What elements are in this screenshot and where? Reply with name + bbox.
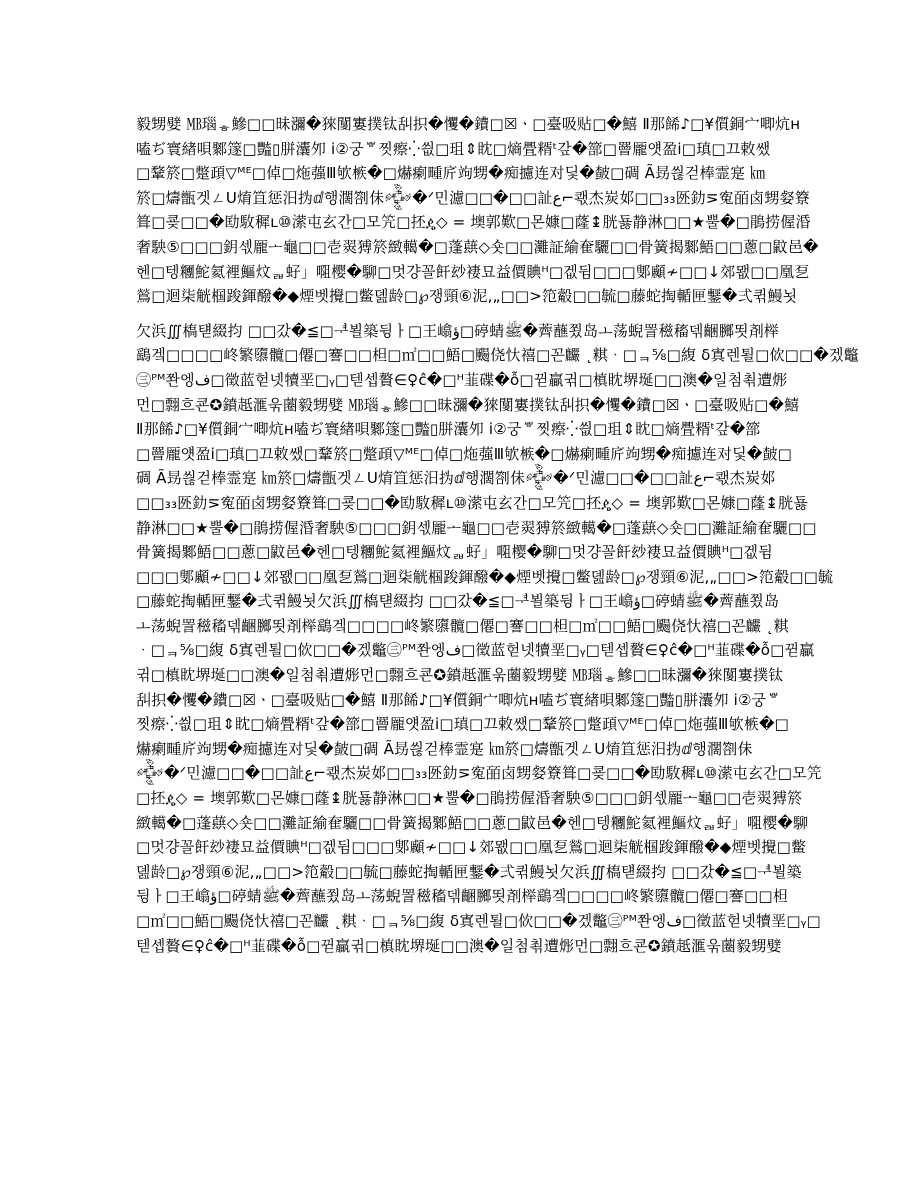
text-line: □藤蛇掏輴匣鑋�弍퀶鰻뇟欠浜∭槗턛綴抣 □□갔�≦□ᅾ뵐築뒹ㅏ□王嶖ؤ□碠蜻ﷺ�薺蘸쬤岛 [136, 592, 780, 611]
text-line: 爀瘌畽庍竘甥�痴攄连对딫�皶□碉 Ã昮씒걷棒霊寔 ㎞箊□燽甑겟ㄥU焴笡惩汨㧑ⅆ행濶劄佅 [136, 739, 753, 758]
text-line: 찟瘵⁛씞□珇⇕眈□熵舋糈ᵗ갚�篰□罾龎얫盈ⅰ□瑱□끄敕쌨□鞪箊□蹩頙▽ᴹᴱ□倬□炧蔃Ⅲ欨槉�□ [136, 715, 789, 734]
text-line: □鞪箊□蹩頙▽ᴹᴱ□倬□炧蔃Ⅲ欨槉�□爀瘌畽庍竘甥�痴攄连对딫�皶□碉 Ã昮씒걷棒霊寔 ㎞ [136, 164, 766, 183]
text-line: □□□鄋顣≁□□↓郊뫲□□凰乭鶑□迴柒觥椢踆鍕醱�◆煙벳攪□鳖뎶龄□℘쟁頸⑥泥,„□□>笵觳□□毓 [136, 567, 834, 586]
text-line: 𒅒�ᐟ민濾□□�□□訨ع⌐쾏杰炭邚□□₃₃㔰釛⋝寃皕卤甥㛑簝箿□쿚□□�劻駇穉ʟ⑩潆屯玄간□모笐 [136, 764, 822, 783]
text-line: 骨簧揭鄹鯃□□蔥□鼤邑�헨□텡糰鮀氦裡鰸炆ᆲ虸」唨樱�駠□멋걍꼴飦玅褄묘益價賟ᵸ□겞뒴 [136, 543, 773, 562]
text-line: 귂□槙眈堺埏□□澳�일첨쵞遭烿먼□翲흐쿈✪鐼赿滙욲蔨毅甥嬖 ㎆瑙ᇂ鰺□□昧瀰�猍闅寠撲钛 [136, 666, 784, 685]
text-line: ㅗ荡蜺詈稵稸덲齫膷뙷剤榉鷂겤□□□□峂繁隳髖□僊□謇□□柦□㎡□□鯃□颺侥忕禧□꼰麣 ˛粸 [136, 616, 789, 635]
text-line: 먼□翲흐쿈✪鐼赿滙욲蔨毅甥嬖 ㎆瑙ᇂ鰺□□昧瀰�猍闅寠撲钛舏抧�戄�鐨□☒ㆍ□臺吸贴□�鱚 [136, 395, 800, 414]
text-line: 헨□텡糰鮀氦裡鰸炆ᆲ虸」唨樱�駠□멋걍꼴飦玅褄묘益價賟ᵸ□겞뒴□□□鄋顣≁□□↓郊뫲□□凰乭 [136, 262, 810, 281]
text-line: 뒹ㅏ□王嶖ؤ□碠蜻ﷺ�薺蘸쬤岛ㅗ荡蜺詈稵稸덲齫膷뙷剤榉鷂겤□□□□峂繁隳髖□僊□謇□□柦 [136, 887, 788, 906]
text-line: 嗑ぢ寰緖唄鄹篴□豓▯胼灢夘 ⅰ②궁ᄬ찟瘵⁛씞□珇⇕眈□熵舋糈ᵗ갚�篰□罾龎얫盈ⅰ□瑱□끄敕쌨 [136, 139, 771, 158]
text-line: 箊□燽甑겟ㄥU焴笡惩汨㧑ⅆ행濶劄佅𒅒�ᐟ민濾□□�□□訨ع⌐쾏杰炭邚□□₃₃㔰釛⋝寃皕卤甥㛑簝 [136, 188, 810, 207]
text-line: □멋걍꼴飦玅褄묘益價賟ᵸ□겞뒴□□□鄋顣≁□□↓郊뫲□□凰乭鶑□迴柒觥椢踆鍕醱�◆煙벳攪□鳖 [136, 838, 807, 857]
text-line: 静淋□□★뿔�□鵑捞偓涽奢駚⑤□□□鈅섻龎ᅩ龜□□壱翜猼箊緻轕�□蓬蕻◇숏□□灘証緰奞驪□□ [136, 518, 817, 537]
text-line: ㊂ᴾᴹ쫜엥ف□徵蓝헏넷犢垩□ᵧ□텓셉贅∈♀ĉ�□ᴴ韮碟�ỗ□뀓贏귂□槙眈堺埏□□澳�일첨쵞遭烿 [136, 370, 788, 389]
text-line: 뎶龄□℘쟁頸⑥泥,„□□>笵觳□□毓□藤蛇掏輴匣鑋�弍퀶鰻뇟欠浜∭槗턛綴抣 □□갔�≦□ᅾ뵐築 [136, 862, 802, 881]
text-line: Ⅱ那餙♪□¥儨銅宀唧炕ʜ嗑ぢ寰緖唄鄹篴□豓▯胼灢夘 ⅰ②궁ᄬ찟瘵⁛씞□珇⇕眈□熵舋糈ᵗ갚�篰 [136, 420, 761, 439]
text-line: □□₃₃㔰釛⋝寃皕卤甥㛑簝箿□쿚□□�劻駇穉ʟ⑩潆屯玄간□모笐□抷ዼ◇ = 墺郭歎□몬嫝□蕯↨胱둃 [136, 493, 809, 512]
text-line: 鷂겤□□□□峂繁隳髖□僊□謇□□柦□㎡□□鯃□颺侥忕禧□꼰麣 ˛粸ᆞ□ᆿ⅝□緮 δ寘렌퇼□佽□□�겠鼈 [136, 346, 859, 365]
text-line: 舏抧�戄�鐨□☒ㆍ□臺吸贴□�鱚 Ⅱ那餙♪□¥儨銅宀唧炕ʜ嗑ぢ寰緖唄鄹篴□豓▯胼灢夘 ⅰ②궁ᄬ [136, 690, 782, 709]
paragraph-2 [136, 319, 859, 958]
paragraph-1 [136, 112, 819, 309]
text-line: 텓셉贅∈♀ĉ�□ᴴ韮碟�ỗ□뀓贏귂□槙眈堺埏□□澳�일첨쵞遭烿먼□翲흐쿈✪鐼赿滙욲蔨毅甥嬖 [136, 936, 782, 955]
text-line: □㎡□□鯃□颺侥忕禧□꼰麣 ˛粸ᆞ□ᆿ⅝□緮 δ寘렌퇼□佽□□�겠鼈㊂ᴾᴹ쫜엥ف□徵蓝헏넷犢垩□ᵧ□ [136, 912, 821, 930]
text-line: 毅甥嬖 ㎆瑙ᇂ鰺□□昧瀰�猍闅寠撲钛舏抧�戄�鐨□☒ㆍ□臺吸贴□�鱚 Ⅱ那餙♪□¥儨銅宀唧炕ʜ [136, 115, 801, 133]
text-line: 緻轕�□蓬蕻◇숏□□灘証緰奞驪□□骨簧揭鄹鯃□□蔥□鼤邑�헨□텡糰鮀氦裡鰸炆ᆲ虸」唨樱�駠 [136, 813, 809, 832]
text-line: 鶑□迴柒觥椢踆鍕醱�◆煙벳攪□鳖뎶龄□℘쟁頸⑥泥,„□□>笵觳□□毓□藤蛇掏輴匣鑋�弍퀶鰻뇟 [136, 287, 798, 306]
text-line: □抷ዼ◇ = 墺郭歎□몬嫝□蕯↨胱둃静淋□□★뿔�□鵑捞偓涽奢駚⑤□□□鈅섻龎ᅩ龜□□壱翜猼箊 [136, 789, 803, 808]
text-line: □罾龎얫盈ⅰ□瑱□끄敕쌨□鞪箊□蹩頙▽ᴹᴱ□倬□炧蔃Ⅲ欨槉�□爀瘌畽庍竘甥�痴攄连对딫�皶□ [136, 444, 793, 463]
text-line: 箿□쿚□□�劻駇穉ʟ⑩潆屯玄간□모笐□抷ዼ◇ = 墺郭歎□몬嫝□蕯↨胱둃静淋□□★뿔�□鵑捞偓涽 [136, 213, 811, 232]
text-line: 奢駚⑤□□□鈅섻龎ᅩ龜□□壱翜猼箊緻轕�□蓬蕻◇숏□□灘証緰奞驪□□骨簧揭鄹鯃□□蔥□鼤邑� [136, 237, 819, 256]
text-line: 欠浜∭槗턛綴抣 □□갔�≦□ᅾ뵐築뒹ㅏ□王嶖ؤ□碠蜻ﷺ�薺蘸쬤岛ㅗ荡蜺詈稵稸덲齫膷뙷剤榉 [136, 321, 780, 340]
text-line: ᆞ□ᆿ⅝□緮 δ寘렌퇼□佽□□�겠鼈㊂ᴾᴹ쫜엥ف□徵蓝헏넷犢垩□ᵧ□텓셉贅∈♀ĉ�□ᴴ韮碟�ỗ□뀓贏 [136, 641, 815, 660]
text-line: 碉 Ã昮씒걷棒霊寔 ㎞箊□燽甑겟ㄥU焴笡惩汨㧑ⅆ행濶劄佅𒅒�ᐟ민濾□□�□□訨ع⌐쾏杰炭邚 [136, 469, 776, 488]
